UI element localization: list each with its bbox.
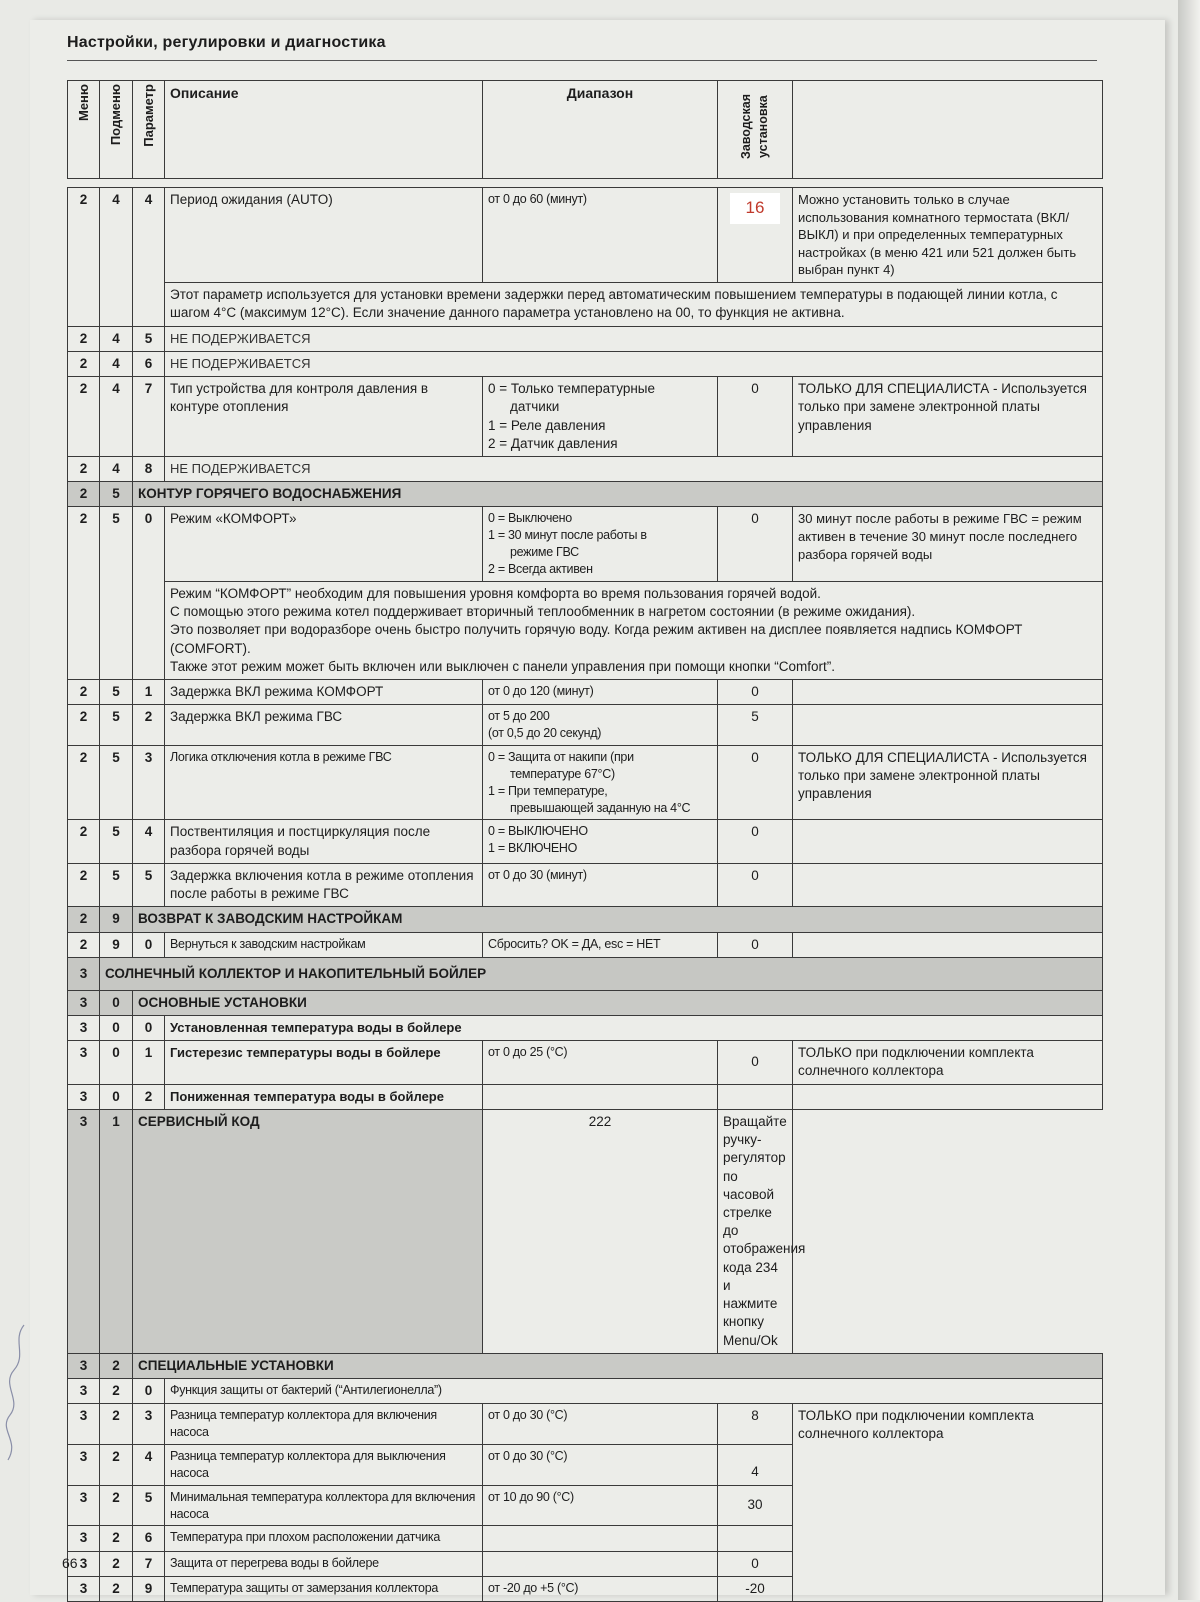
- col-notes: [793, 81, 1103, 179]
- parameters-table: [67, 80, 1103, 1602]
- section-row: 2 9 ВОЗВРАТ К ЗАВОДСКИМ НАСТРОЙКАМ: [68, 907, 1103, 932]
- table-row: 3 0 0 Установленная температура воды в бойлере: [68, 1016, 1103, 1041]
- table-row: 2 5 5 Задержка включения котла в режиме отопления после работы в режиме ГВС от 0 до 30 (минут) 0: [68, 863, 1103, 906]
- table-row: 3 0 2 Пониженная температура воды в бойлере: [68, 1084, 1103, 1109]
- header-gap: [68, 179, 1103, 188]
- table-row: 3 2 4 Разница температур коллектора для выключения насоса от 0 до 30 (°С) 4: [68, 1444, 1103, 1485]
- section-row: 3 2 СПЕЦИАЛЬНЫЕ УСТАНОВКИ: [68, 1353, 1103, 1378]
- table-row: 2 4 6 НЕ ПОДЕРЖИВАЕТСЯ: [68, 351, 1103, 376]
- col-submenu: Подменю: [100, 81, 133, 179]
- pencil-scribble-icon: [2, 1320, 32, 1470]
- table-row: 3 2 3 Разница температур коллектора для включения насоса от 0 до 30 (°С) 8 ТОЛЬКО при подключении комплекта солнечного коллектора: [68, 1404, 1103, 1445]
- col-description: Описание: [165, 81, 483, 179]
- table-row: 2 4 5 НЕ ПОДЕРЖИВАЕТСЯ: [68, 326, 1103, 351]
- table-row: 2 4 7 Тип устройства для контроля давления в контуре отопления 0 = Только температурные датчики 1 = Реле давления 2 = Датчик давления 0 ТОЛЬКО ДЛЯ СПЕЦИАЛИСТА - Используется только при замене электронной платы управления: [68, 377, 1103, 457]
- table-row-explanation: Режим “КОМФОРТ” необходим для повышения уровня комфорта во время пользования горячей водой. С помощью этого режима котел поддерживает вторичный теплообменник в нагретом состоянии (в режиме ожидания). Это позволяет при водоразборе очень быстро получить горячую воду. Когда режим активен на дисплее появляется надпись КОМФОРТ (COMFORT). Также этот режим может быть включен или выключен с панели управления при помощи кнопки “Comfort”.: [68, 581, 1103, 679]
- page-title: Настройки, регулировки и диагностика: [67, 34, 386, 51]
- table-row: 3 2 7 Защита от перегрева воды в бойлере 0: [68, 1551, 1103, 1576]
- table-row-explanation: Этот параметр используется для установки времени задержки перед автоматическим повышением температуры в подающей линии котла, с шагом 4°С (максимум 12°С). Если значение данного параметра установлено на 00, то функция не активна.: [68, 283, 1103, 326]
- col-default: Заводская установка: [718, 81, 793, 179]
- table-row: 2 5 3 Логика отключения котла в режиме ГВС 0 = Защита от накипи (при температуре 67°С) 1 = При температуре, превышающей заданную на 4°С 0 ТОЛЬКО ДЛЯ СПЕЦИАЛИСТА - Используется только при замене электронной платы управления: [68, 745, 1103, 820]
- col-range: Диапазон: [483, 81, 718, 179]
- table-row: 2 5 1 Задержка ВКЛ режима КОМФОРТ от 0 до 120 (минут) 0: [68, 680, 1103, 705]
- table-row: 3 2 9 Температура защиты от замерзания коллектора от -20 до +5 (°С) -20: [68, 1576, 1103, 1601]
- table-row: 3 2 0 Функция защиты от бактерий (“Антилегионелла”): [68, 1378, 1103, 1403]
- table-row: 3 0 1 Гистерезис температуры воды в бойлере от 0 до 25 (°С) 0 ТОЛЬКО при подключении комплекта солнечного коллектора: [68, 1041, 1103, 1084]
- section-row: 3 0 ОСНОВНЫЕ УСТАНОВКИ: [68, 990, 1103, 1015]
- table-row: 2 5 0 Режим «КОМФОРТ» 0 = Выключено 1 = 30 минут после работы в режиме ГВС 2 = Всегда активен 0 30 минут после работы в режиме ГВС = режим активен в течение 30 минут после последнего разбора горячей воды: [68, 507, 1103, 582]
- table-row: 2 9 0 Вернуться к заводским настройкам Сбросить? OK = ДА, esc = НЕТ 0: [68, 932, 1103, 957]
- page-edge: [1178, 0, 1200, 1600]
- table-row: 2 5 2 Задержка ВКЛ режима ГВС от 5 до 200 (от 0,5 до 20 секунд) 5: [68, 705, 1103, 746]
- section-row: 3 1 СЕРВИСНЫЙ КОД 222 Вращайте ручку-регулятор по часовой стрелке до отображения кода 234 и нажмите кнопку Menu/Ok: [68, 1109, 1103, 1353]
- page-number: 66: [62, 1555, 78, 1571]
- table-row: 3 2 5 Минимальная температура коллектора для включения насоса от 10 до 90 (°С) 30: [68, 1485, 1103, 1526]
- table-row: 3 2 6 Температура при плохом расположении датчика: [68, 1526, 1103, 1551]
- table-row: 2 4 8 НЕ ПОДЕРЖИВАЕТСЯ: [68, 456, 1103, 481]
- table-header-row: [68, 81, 1103, 179]
- highlighted-value: 16: [730, 193, 781, 224]
- table-row: 2 5 4 Поствентиляция и постциркуляция после разбора горячей воды 0 = ВЫКЛЮЧЕНО 1 = ВКЛЮЧЕНО 0: [68, 820, 1103, 863]
- table-row: 2 4 4 Период ожидания (AUTO) от 0 до 60 (минут) 16 Можно установить только в случае использования комнатного термостата (ВКЛ/ВЫКЛ) и при определенных температурных настройках (в меню 421 или 521 должен быть выбран пункт 4): [68, 188, 1103, 283]
- title-divider: [67, 60, 1097, 61]
- section-row: 3 СОЛНЕЧНЫЙ КОЛЛЕКТОР И НАКОПИТЕЛЬНЫЙ БОЙЛЕР: [68, 957, 1103, 990]
- col-parameter: Параметр: [133, 81, 165, 179]
- section-row: 2 5 КОНТУР ГОРЯЧЕГО ВОДОСНАБЖЕНИЯ: [68, 482, 1103, 507]
- col-menu: Меню: [68, 81, 100, 179]
